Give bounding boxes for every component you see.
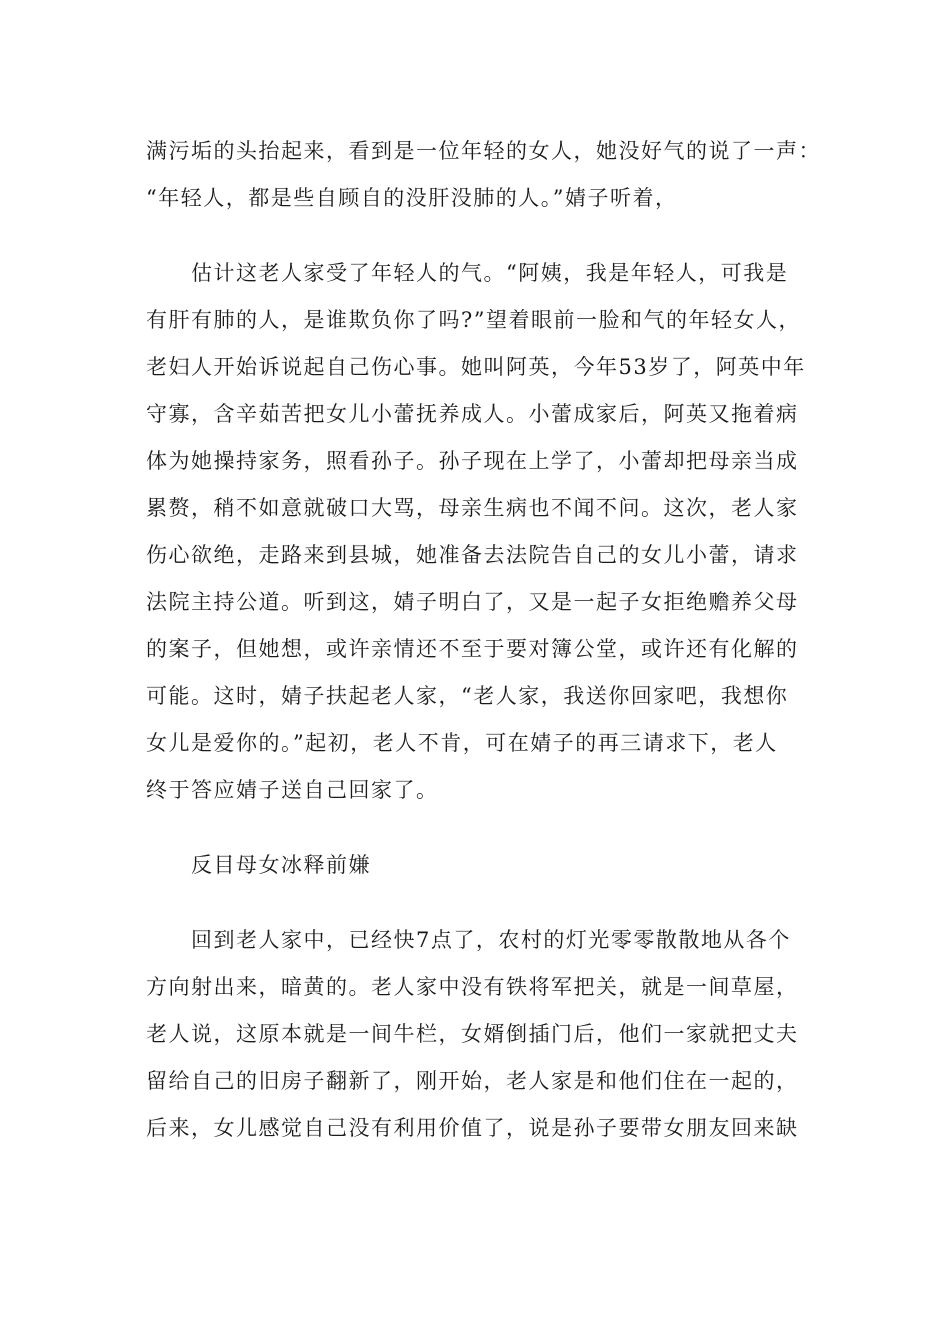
text-line: 老人说，这原本就是一间牛栏，女婿倒插门后，他们一家就把丈夫 bbox=[146, 1022, 799, 1046]
text-line: 回到老人家中，已经快7点了，农村的灯光零零散散地从各个 bbox=[146, 928, 791, 952]
text-line: 方向射出来，暗黄的。老人家中没有铁将军把关，就是一间草屋， bbox=[146, 975, 799, 999]
paragraph-gap bbox=[146, 889, 806, 917]
text-line: “年轻人，都是些自顾自的没肝没肺的人。”婧子听着， bbox=[146, 186, 678, 210]
text-line: 累赘，稍不如意就破口大骂，母亲生病也不闻不问。这次，老人家 bbox=[146, 496, 799, 520]
text-line: 守寡，含辛茹苦把女儿小蕾抚养成人。小蕾成家后，阿英又拖着病 bbox=[146, 402, 799, 426]
heading-line: 反目母女冰释前嫌 bbox=[146, 853, 371, 877]
text-line: 后来，女儿感觉自己没有利用价值了，说是孙子要带女朋友回来缺 bbox=[146, 1116, 799, 1140]
text-line: 可能。这时，婧子扶起老人家，“老人家，我送你回家吧，我想你 bbox=[146, 684, 789, 708]
text-line: 的案子，但她想，或许亲情还不至于要对簿公堂，或许还有化解的 bbox=[146, 637, 799, 661]
paragraph-3 bbox=[146, 917, 806, 1152]
paragraph-gap bbox=[146, 814, 806, 842]
section-heading bbox=[146, 842, 806, 889]
text-line: 估计这老人家受了年轻人的气。“阿姨，我是年轻人，可我是 bbox=[146, 261, 789, 285]
paragraph-gap bbox=[146, 222, 806, 250]
document-body bbox=[146, 128, 821, 1152]
text-line: 伤心欲绝，走路来到县城，她准备去法院告自己的女儿小蕾，请求 bbox=[146, 543, 799, 567]
paragraph-1 bbox=[146, 128, 821, 222]
text-line: 体为她操持家务，照看孙子。孙子现在上学了，小蕾却把母亲当成 bbox=[146, 449, 799, 473]
text-line: 留给自己的旧房子翻新了，刚开始，老人家是和他们住在一起的， bbox=[146, 1069, 799, 1093]
text-line: 满污垢的头抬起来，看到是一位年轻的女人，她没好气的说了一声： bbox=[146, 139, 821, 163]
text-line: 终于答应婧子送自己回家了。 bbox=[146, 778, 439, 802]
text-line: 法院主持公道。听到这，婧子明白了，又是一起子女拒绝赡养父母 bbox=[146, 590, 799, 614]
text-line: 老妇人开始诉说起自己伤心事。她叫阿英，今年53岁了，阿英中年 bbox=[146, 355, 806, 379]
text-line: 有肝有肺的人，是谁欺负你了吗?”望着眼前一脸和气的年轻女人， bbox=[146, 308, 801, 332]
paragraph-2 bbox=[146, 250, 806, 814]
text-line: 女儿是爱你的。”起初，老人不肯，可在婧子的再三请求下，老人 bbox=[146, 731, 778, 755]
